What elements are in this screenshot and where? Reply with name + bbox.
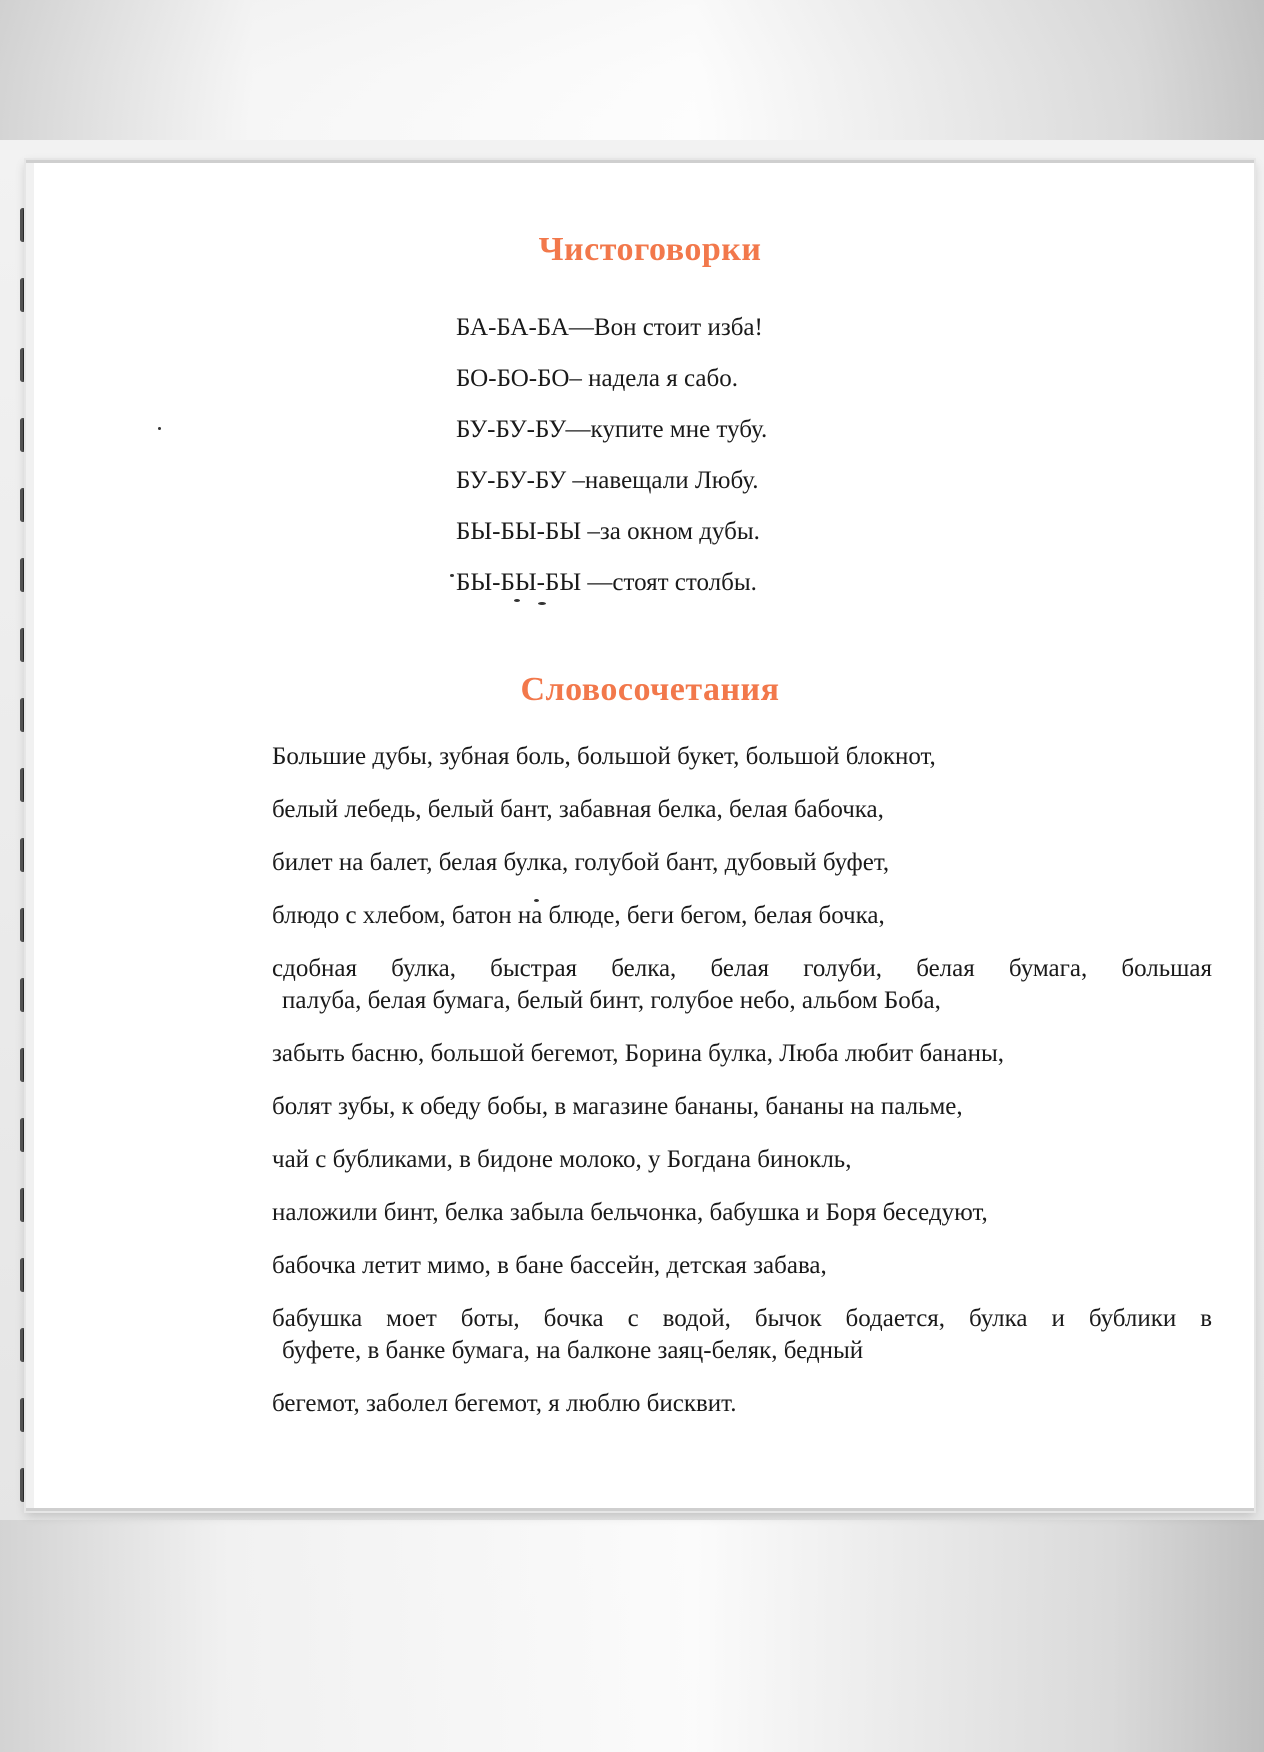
phrase-text: Большие дубы, зубная боль, большой букет, большой блокнот, — [272, 743, 936, 770]
section-title-phrases: Словосочетания — [520, 671, 780, 708]
phrase-text-continued: буфете, в банке бумага, на балконе заяц-беляк, бедный — [282, 1337, 864, 1364]
tongue-twister-line: БО-БО-БО– надела я сабо. — [456, 365, 738, 392]
phrase-text: бабочка летит мимо, в бане бассейн, детская забава, — [272, 1252, 827, 1279]
scan-speck — [534, 899, 539, 902]
phrase-line — [272, 741, 1212, 773]
phrase-text: сдобная булка, быстрая белка, белая голуби, белая бумага, большая — [272, 955, 1212, 982]
phrase-list — [272, 741, 1212, 1441]
phrase-line — [272, 794, 1212, 826]
phrase-text-continued: палуба, белая бумага, белый бинт, голубое небо, альбом Боба, — [282, 987, 941, 1014]
scan-speck — [158, 427, 161, 430]
phrase-line — [272, 1038, 1212, 1070]
phrase-text: наложили бинт, белка забыла бельчонка, бабушка и Боря беседуют, — [272, 1199, 988, 1226]
scan-speck — [514, 599, 520, 602]
tongue-twister-list — [456, 313, 767, 619]
phrase-text: бабушка моет боты, бочка с водой, бычок бодается, булка и бублики в — [272, 1305, 1212, 1332]
tongue-twister-line: БА-БА-БА—Вон стоит изба! — [456, 314, 763, 341]
tongue-twister-line: БЫ-БЫ-БЫ —стоят столбы. — [456, 569, 757, 596]
phrase-line — [272, 1144, 1212, 1176]
phrase-line — [272, 1388, 1212, 1420]
phrase-line — [272, 847, 1212, 879]
phrase-line — [272, 1303, 1212, 1367]
scan-shadow-bottom — [0, 1520, 1264, 1752]
phrase-text: блюдо с хлебом, батон на блюде, беги бегом, белая бочка, — [272, 902, 885, 929]
tongue-twister-line: БУ-БУ-БУ—купите мне тубу. — [456, 416, 768, 443]
phrase-text: билет на балет, белая булка, голубой бант, дубовый буфет, — [272, 849, 890, 876]
tongue-twister-line: БУ-БУ-БУ –навещали Любу. — [456, 467, 759, 494]
phrase-line — [272, 1091, 1212, 1123]
phrase-text: болят зубы, к обеду бобы, в магазине бананы, бананы на пальме, — [272, 1093, 963, 1120]
phrase-line — [272, 900, 1212, 932]
phrase-line — [272, 953, 1212, 1017]
page-content — [26, 163, 1254, 1508]
paper-sheet — [26, 160, 1254, 1511]
phrase-text: белый лебедь, белый бант, забавная белка, белая бабочка, — [272, 796, 884, 823]
scan-shadow-top — [0, 0, 1264, 140]
section-title-tongue-twisters: Чистоговорки — [538, 231, 762, 268]
tongue-twister-line: БЫ-БЫ-БЫ –за окном дубы. — [456, 518, 760, 545]
scan-speck — [538, 602, 546, 605]
phrase-line — [272, 1197, 1212, 1229]
phrase-text: чай с бубликами, в бидоне молоко, у Богдана бинокль, — [272, 1146, 852, 1173]
phrase-text: забыть басню, большой бегемот, Борина булка, Люба любит бананы, — [272, 1040, 1005, 1067]
phrase-text: бегемот, заболел бегемот, я люблю бисквит. — [272, 1390, 737, 1417]
phrase-line — [272, 1250, 1212, 1282]
scan-speck — [450, 574, 454, 577]
